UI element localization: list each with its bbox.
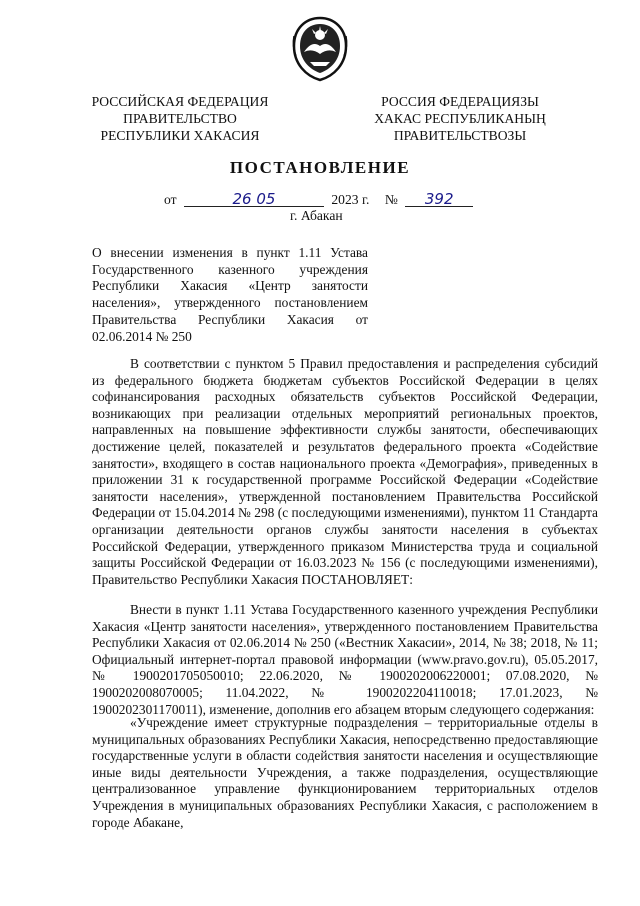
header-left-line: РЕСПУБЛИКИ ХАКАСИЯ (100, 128, 260, 143)
header-right-line: ХАКАС РЕСПУБЛИКАНЫҢ (374, 111, 546, 126)
body-paragraph-quoted-text: «Учреждение имеет структурные подразделения – территориальные отделы в муниципальных образованиях Республики Хакасия, непосредственно предоставляющие государственные услуги в области содействия занятости населения и осуществляющие иные виды деятельности Учреждения, а также подразделения, осуществляющие централизованное управление функционированием территориальных отделов Учреждения в муниципальных образованиях Республики Хакасия, с расположением в городе Абакане, (92, 715, 598, 830)
republic-of-khakassia-coat-of-arms-icon (290, 16, 350, 82)
document-subject: О внесении изменения в пункт 1.11 Устава Государственного казенного учреждения Республики Хакасия «Центр занятости населения», утвержденного постановлением Правительства Республики Хакасия от 02.06.2014 № 250 (92, 245, 368, 344)
header-left-line: РОССИЙСКАЯ ФЕДЕРАЦИЯ (91, 94, 269, 109)
header-right-line: РОССИЯ ФЕДЕРАЦИЯЗЫ (381, 94, 539, 109)
header-right-khakas (364, 93, 556, 144)
header-right-line: ПРАВИТЕЛЬСТВОЗЫ (393, 128, 527, 143)
coat-of-arms-emblem (290, 16, 350, 82)
header-left-russian (82, 93, 278, 144)
date-year: 2023 г. (331, 192, 370, 207)
city-line: г. Абакан (290, 208, 343, 223)
number-sign: № (384, 192, 398, 207)
body-paragraph-amendment: Внести в пункт 1.11 Устава Государственного казенного учреждения Республики Хакасия «Центр занятости населения», утвержденного постановлением Правительства Республики Хакасия от 02.06.2014 № 250 («Вестник Хакасии», 2014, № 38; 2018, № 11; Официальный интернет-портал правовой информации (www.pravo.gov.ru), 05.05.2017, № 1900201705050010; 22.06.2020, № 1900202006220001; 07.08.2020, № 1900202008070005; 11.04.2022, № 1900202204110018; 17.01.2023, № 1900202301170011), изменение, дополнив его абзацем вторым следующего содержания: (92, 602, 598, 717)
handwritten-number: 392 (405, 192, 473, 207)
date-number-line (164, 192, 473, 208)
handwritten-date: 26 05 (184, 192, 324, 207)
header-left-line: ПРАВИТЕЛЬСТВО (123, 111, 237, 126)
body-paragraph-preamble: В соответствии с пунктом 5 Правил предоставления и распределения субсидий из федерального бюджета бюджетам субъектов Российской Федерации в целях софинансирования расходных обязательств субъектов Российской Федерации, возникающих при реализации отдельных мероприятий региональных проектов, направленных на повышение эффективности службы занятости, обеспечивающих достижение целей, показателей и результатов федерального проекта «Содействие занятости», входящего в состав национального проекта «Демография», приведенных в приложении 31 к государственной программе Российской Федерации «Содействие занятости населения», утвержденной постановлением Правительства Российской Федерации от 15.04.2014 № 298 (с последующими изменениями), пунктом 11 Стандарта организации деятельности органов службы занятости населения в субъектах Российской Федерации, утвержденного приказом Министерства труда и социальной защиты Российской Федерации от 16.03.2023 № 156 (с последующими изменениями), Правительство Республики Хакасия ПОСТАНОВЛЯЕТ: (92, 356, 598, 587)
document-type-title: ПОСТАНОВЛЕНИЕ (229, 158, 411, 177)
date-prefix: от (164, 192, 177, 207)
